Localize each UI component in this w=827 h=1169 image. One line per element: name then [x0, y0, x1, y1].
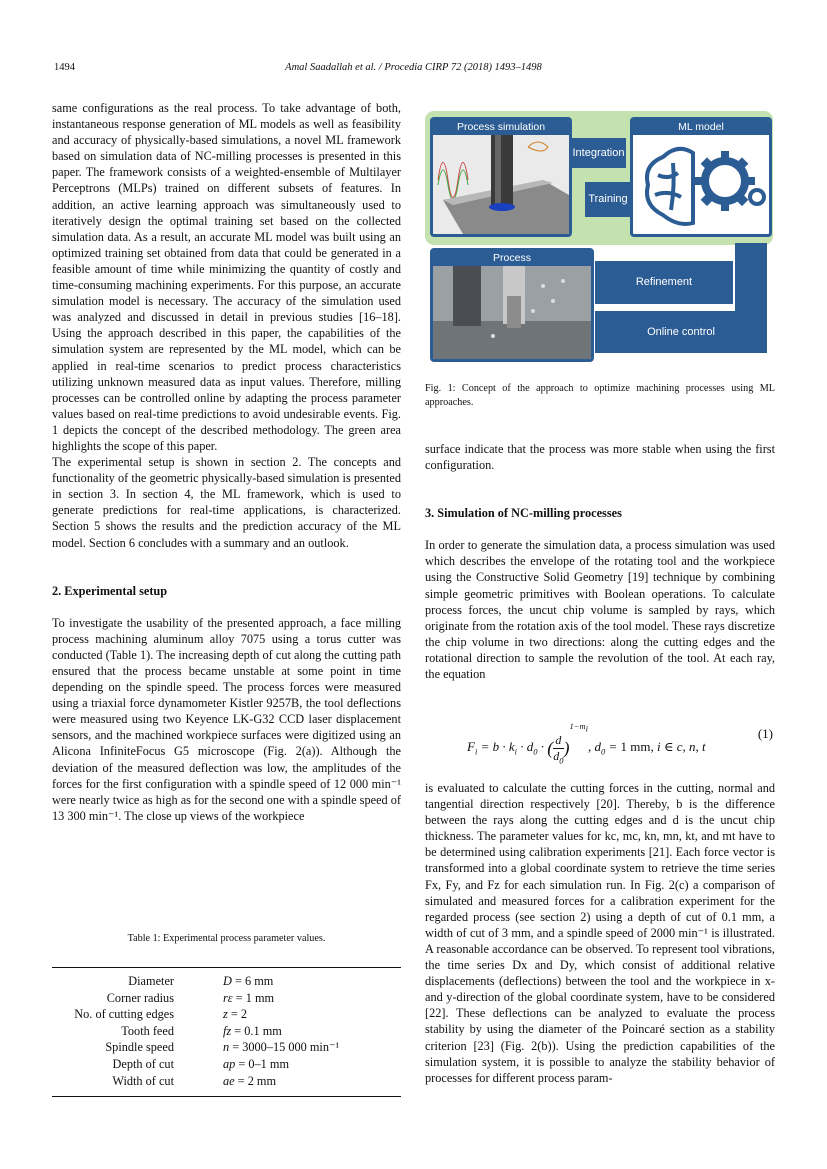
row-key: No. of cutting edges: [74, 1007, 174, 1022]
section-2-paragraph: To investigate the usability of the presented approach, a face milling process machining aluminum alloy 7075 using a torus cutter was conducted (Table 1). The increasing depth of cut along the cutting path ensured that the process became unstable at some point in time depending on the spindle speed. The process forces were measured using a triaxial force dynamometer Kistler 9257B, the tool deflections were measured using two Keyence LK-G32 CCD laser displacement sensors, and the machined workpiece surfaces were digitized using an Alicona InfiniteFocus G5 microscope (Fig. 2(a)). Although the deviation of the measured deflection was low, the amplitudes of the forces for the first configuration with a spindle speed of 12 000 min⁻¹ were nearly twice as high as for the second one with a spindle speed of 13 300 min⁻¹. The close up views of the workpiece: [52, 615, 401, 823]
integration-arrow: Integration: [571, 138, 626, 168]
section-3-paragraph-1: In order to generate the simulation data, a process simulation was used which describes the envelope of the rotating tool and the workpiece using the Constructive Solid Geometry [19] technique by combining simple geometric primitives with Boolean operations. To calculate process forces, the uncut chip volume is sampled by rays, which originate from the rotation axis of the tool model. These rays discretize the chip volume in two directions: along the cutting edges and the rotational direction to sample the revolution of the tool. At each ray, the equation: [425, 538, 775, 682]
equation-number: (1): [757, 726, 773, 741]
table-row: [52, 1057, 401, 1074]
refinement-arrow-connector: [735, 243, 767, 311]
row-key: Corner radius: [106, 990, 174, 1005]
equation-body: $F_i = b \cdot k_i \cdot d_0$ · ( $\frac{d}{d_0}$ )$^{1-m_i}$, $d_0 = 1$ mm, i ∈ c, n, t: [467, 721, 706, 765]
row-value: = 2: [227, 1007, 248, 1022]
figure-1-caption: Fig. 1: Concept of the approach to optimize machining processes using ML approaches.: [425, 383, 775, 408]
section-3-paragraph-2: is evaluated to calculate the cutting forces in the cutting, normal and tangential direction respectively [20]. Thereby, b is the difference between the rays along the cutting edges and d is the uncut chip thickness. The parameter values for kc, mc, kn, mn, kt, and mt have to be determined using calibration experiments [21]. Each force vector is transformed into a global coordinate system to retrieve the time series Fx, Fy, and Fz for each simulation run. In Fig. 2(c) a comparison of simulated and measured forces for a calibration experiment for the regarded process (see section 2) using a depth of cut of 0.1 mm, a width of cut of 3 mm, and a spindle speed of 2000 min⁻¹ is illustrated. A reasonable accordance can be observed. To represent tool vibrations, the time series Dx and Dy, which consist of additional relative displacements (deflections) between the tool and the workpiece in x- and y-direction of the global coordinate system, have to be considered [22]. These deflections can be analyzed to evaluate the process stability by using the diameter of the Poincaré section as a stability criterion [23] (Fig. 2(b)). Using the prediction capabilities of the simulation system, it is possible to analyze the stability behavior of processes for different process param-: [425, 781, 775, 1085]
process-panel: [430, 248, 594, 362]
process-simulation-panel: [430, 117, 572, 237]
table-row: [52, 1024, 401, 1041]
machining-photo-image: [433, 266, 591, 359]
table-row: [52, 991, 401, 1008]
row-key: Spindle speed: [105, 1040, 174, 1055]
row-symbol: z: [223, 1007, 228, 1022]
process-simulation-title: Process simulation: [433, 120, 569, 135]
equation-1: [425, 712, 775, 765]
brain-gear-icon: [633, 135, 769, 234]
table-caption: Table 1: Experimental process parameter values.: [127, 933, 326, 944]
simulation-render-image: [433, 135, 569, 234]
row-value: = 0–1 mm: [235, 1056, 290, 1071]
row-key: Depth of cut: [112, 1056, 174, 1071]
row-value: = 6 mm: [231, 974, 274, 988]
table-row: [52, 1007, 401, 1024]
online-control-arrow: Online control: [595, 311, 767, 353]
row-symbol: ap: [223, 1056, 236, 1071]
section-2-title: 2. Experimental setup: [52, 583, 168, 598]
row-key: Tooth feed: [121, 1023, 174, 1038]
table-row: [52, 1040, 401, 1057]
figure-1-concept: [425, 111, 775, 356]
continuation-paragraph: surface indicate that the process was more stable when using the first configuration.: [425, 442, 775, 473]
row-value: = 0.1 mm: [231, 1023, 282, 1038]
row-symbol: n: [223, 1040, 230, 1055]
row-symbol: D: [223, 974, 232, 988]
row-value: = 1 mm: [232, 990, 275, 1005]
parameter-table: [52, 967, 401, 1097]
left-column: [52, 100, 401, 824]
right-column-bottom: [425, 780, 775, 1086]
row-symbol: fz: [223, 1023, 232, 1038]
table-row: [52, 974, 401, 991]
row-key: Width of cut: [112, 1073, 174, 1088]
table-row: [52, 1074, 401, 1091]
process-title: Process: [433, 251, 591, 266]
row-symbol: rε: [223, 990, 233, 1005]
ml-model-title: ML model: [633, 120, 769, 135]
section-3-title: 3. Simulation of NC-milling processes: [425, 506, 622, 521]
row-value: = 3000–15 000 min⁻¹: [229, 1040, 340, 1055]
ml-model-panel: [630, 117, 772, 237]
intro-paragraph: same configurations as the real process. To take advantage of both, instantaneous response generation of ML models as well as feasibility and accuracy of physically-based simulations, a novel ML framework based on simulation data of NC-milling processes is presented in this paper. The framework consists of a weighted-ensemble of Multilayer Perceptrons (MLPs) trained on different subsets of features. In addition, an active learning approach was simultaneously used to iteratively design the optimal training set based on the collected simulation data. As a result, an accurate ML model was built using an optimized training set obtained from data that could be generated in a feasible amount of time while minimizing the quantity of costly and time-consuming machining experiments. For this purpose, an accurate simulation model is necessary. The accuracy of the simulation used was analyzed and discussed in detail in previous studies [16–18]. Using the approach described in this paper, the capabilities of the simulation system are represented by the ML model, which can be applied in real-time scenarios to predict process characteristics utilizing unknown measured data as input values. Therefore, milling processes can be controlled online by adapting the process parameter values based on real-time predictions to avoid undesirable events. Fig. 1 depicts the concept of the described methodology. The green area highlights the scope of this paper.: [52, 101, 401, 453]
right-column-top: [425, 441, 775, 682]
row-key: Diameter: [128, 974, 174, 988]
row-symbol: ae: [223, 1073, 235, 1088]
outline-paragraph: The experimental setup is shown in section 2. The concepts and functionality of the geometric physically-based simulation is presented in section 3. In section 4, the ML framework, which is used to generate predictions for real-time applications, is characterized. Section 5 shows the results and the prediction accuracy of the ML model. Section 6 concludes with a summary and an outlook.: [52, 455, 401, 550]
page-number: 1494: [54, 62, 75, 73]
training-arrow: Training: [585, 182, 631, 217]
row-value: = 2 mm: [234, 1073, 277, 1088]
refinement-arrow: Refinement: [595, 261, 733, 304]
running-header: Amal Saadallah et al. / Procedia CIRP 72 (2018) 1493–1498: [285, 62, 542, 73]
